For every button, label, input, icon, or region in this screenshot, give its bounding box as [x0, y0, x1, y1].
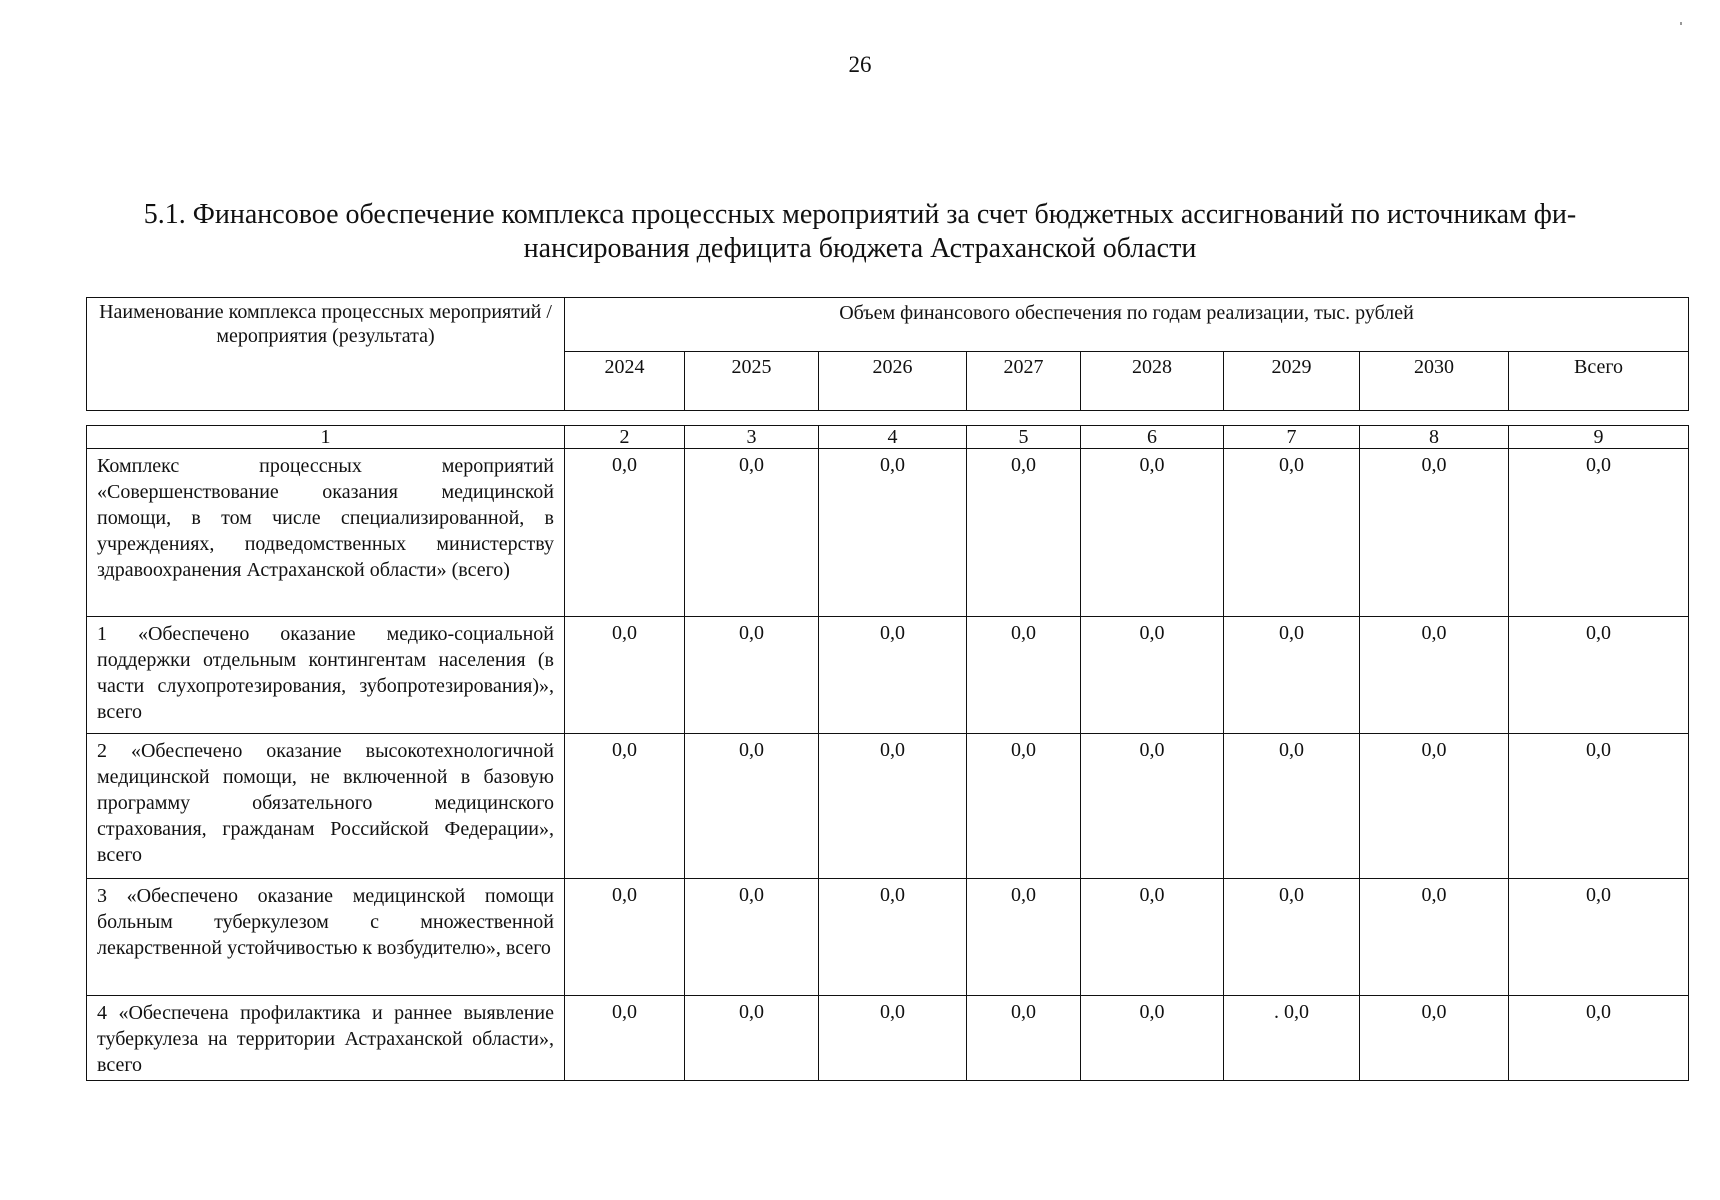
section-title-line-2: нансирования дефицита бюджета Астраханской области — [523, 233, 1197, 264]
column-number: 4 — [819, 426, 967, 449]
value-cell: 0,0 — [967, 617, 1081, 734]
value-cell: 0,0 — [1360, 449, 1509, 617]
value-cell: . 0,0 — [1224, 996, 1360, 1081]
value-cell: 0,0 — [1360, 617, 1509, 734]
value-cell: 0,0 — [1081, 617, 1224, 734]
column-number: 5 — [967, 426, 1081, 449]
table-row-result-4 — [87, 996, 1689, 1081]
year-header: 2028 — [1081, 352, 1224, 411]
table-row-complex — [87, 449, 1689, 617]
financing-table-header — [86, 297, 1689, 411]
value-cell: 0,0 — [1081, 449, 1224, 617]
value-cell: 0,0 — [565, 617, 685, 734]
year-header: 2027 — [967, 352, 1081, 411]
total-cell: 0,0 — [1509, 617, 1689, 734]
value-cell: 0,0 — [967, 734, 1081, 879]
value-cell: 0,0 — [819, 617, 967, 734]
row-name: 4 «Обеспечена профилактика и раннее выявление туберкулеза на территории Астраханской области», всего — [87, 996, 565, 1081]
value-cell: 0,0 — [819, 734, 967, 879]
row-name: Комплекс процессных мероприятий «Совершенствование оказания медицинской помощи, в том числе специализированной, в учреждениях, подведомственных министерству здравоохранения Астраханской области» (всего) — [87, 449, 565, 617]
name-column-header: Наименование комплекса процессных мероприятий / мероприятия (результата) — [87, 298, 565, 411]
value-cell: 0,0 — [1360, 879, 1509, 996]
financing-table-body — [86, 425, 1689, 1081]
value-cell: 0,0 — [967, 449, 1081, 617]
year-header: 2025 — [685, 352, 819, 411]
value-cell: 0,0 — [1081, 996, 1224, 1081]
total-cell: 0,0 — [1509, 996, 1689, 1081]
value-cell: 0,0 — [1224, 879, 1360, 996]
value-cell: 0,0 — [685, 449, 819, 617]
value-cell: 0,0 — [967, 879, 1081, 996]
table-row-result-3 — [87, 879, 1689, 996]
table-row-result-2 — [87, 734, 1689, 879]
column-number: 3 — [685, 426, 819, 449]
section-title — [90, 198, 1630, 266]
column-number: 9 — [1509, 426, 1689, 449]
value-cell: 0,0 — [1360, 996, 1509, 1081]
total-header: Всего — [1509, 352, 1689, 411]
page-number: 26 — [848, 52, 872, 77]
column-number-row — [87, 426, 1689, 449]
table-row-result-1 — [87, 617, 1689, 734]
total-cell: 0,0 — [1509, 449, 1689, 617]
column-number: 8 — [1360, 426, 1509, 449]
year-header: 2024 — [565, 352, 685, 411]
row-name: 1 «Обеспечено оказание медико-социальной поддержки отдельным контингентам населения (в части слухопротезирования, зубопротезирования)», всего — [87, 617, 565, 734]
value-cell: 0,0 — [1224, 449, 1360, 617]
value-cell: 0,0 — [1081, 734, 1224, 879]
column-number: 7 — [1224, 426, 1360, 449]
year-header: 2029 — [1224, 352, 1360, 411]
row-name: 3 «Обеспечено оказание медицинской помощи больным туберкулезом с множественной лекарственной устойчивостью к возбудителю», всего — [87, 879, 565, 996]
section-title-line-1: 5.1. Финансовое обеспечение комплекса процессных мероприятий за счет бюджетных ассигнований по источникам фи- — [143, 199, 1577, 230]
value-cell: 0,0 — [819, 449, 967, 617]
value-cell: 0,0 — [1081, 879, 1224, 996]
value-cell: 0,0 — [685, 996, 819, 1081]
value-cell: 0,0 — [565, 734, 685, 879]
value-cell: 0,0 — [1360, 734, 1509, 879]
value-cell: 0,0 — [565, 879, 685, 996]
year-header: 2026 — [819, 352, 967, 411]
value-cell: 0,0 — [819, 879, 967, 996]
total-cell: 0,0 — [1509, 734, 1689, 879]
column-number: 6 — [1081, 426, 1224, 449]
year-header: 2030 — [1360, 352, 1509, 411]
column-number: 1 — [87, 426, 565, 449]
value-cell: 0,0 — [685, 734, 819, 879]
column-number: 2 — [565, 426, 685, 449]
scan-artifact — [1680, 22, 1682, 25]
value-cell: 0,0 — [565, 996, 685, 1081]
value-cell: 0,0 — [685, 617, 819, 734]
value-cell: 0,0 — [1224, 617, 1360, 734]
value-cell: 0,0 — [1224, 734, 1360, 879]
value-cell: 0,0 — [967, 996, 1081, 1081]
value-cell: 0,0 — [819, 996, 967, 1081]
volume-column-header: Объем финансового обеспечения по годам реализации, тыс. рублей — [565, 298, 1689, 352]
total-cell: 0,0 — [1509, 879, 1689, 996]
row-name: 2 «Обеспечено оказание высокотехнологичной медицинской помощи, не включенной в базовую программу обязательного медицинского страхования, гражданам Российской Федерации», всего — [87, 734, 565, 879]
value-cell: 0,0 — [565, 449, 685, 617]
value-cell: 0,0 — [685, 879, 819, 996]
